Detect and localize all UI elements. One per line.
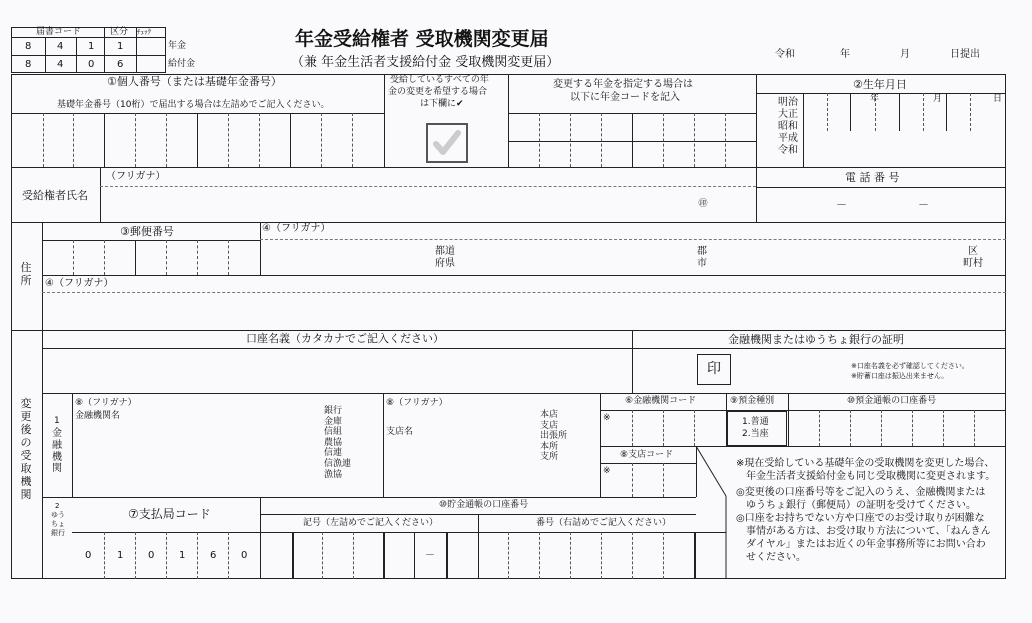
certificate-label: 金融機関またはゆうちょ銀行の証明 bbox=[728, 333, 904, 346]
address-furigana-label-1: ④（フリガナ） bbox=[262, 223, 331, 234]
birth-era-list bbox=[778, 97, 798, 157]
code-digit: 1 bbox=[117, 41, 124, 52]
birth-era-showa[interactable]: 昭和 bbox=[778, 121, 798, 132]
postal-code-input[interactable] bbox=[43, 241, 259, 274]
number-label: 番号（右詰めでご記入ください） bbox=[536, 518, 672, 528]
note-1: ※現在受給している基礎年金の受取機関を変更した場合、 bbox=[736, 458, 995, 469]
notes-block bbox=[736, 457, 995, 564]
specify-pension-line2: 以下に年金コードを記入 bbox=[570, 92, 680, 103]
birth-year-label: 年 bbox=[870, 94, 880, 104]
birth-era-reiwa[interactable]: 令和 bbox=[778, 145, 798, 156]
all-change-line1: 受給しているすべての年 bbox=[390, 75, 489, 85]
note-2-cont: ゆうちょ銀行（郵便局）の証明を受けてください。 bbox=[746, 500, 976, 511]
seal-icon: ㊞ bbox=[698, 199, 708, 209]
code-digit: 1 bbox=[88, 41, 95, 52]
bank-code-asterisk: ※ bbox=[603, 413, 611, 423]
chouson-label: 町村 bbox=[963, 258, 983, 269]
form-title: 年金受給権者 受取機関変更届 bbox=[295, 28, 549, 50]
name-furigana-input[interactable] bbox=[170, 168, 750, 185]
yucho-code-digit: 0 bbox=[85, 550, 92, 561]
check-label: ﾁｪｯｸ bbox=[137, 28, 151, 36]
bank-type-shinkumi[interactable]: 信組 bbox=[324, 427, 343, 438]
address-detail-input[interactable] bbox=[43, 294, 1003, 329]
bank-side-num: 1 bbox=[54, 416, 60, 426]
account-number-input[interactable] bbox=[789, 411, 1005, 445]
branch-type-honsho[interactable]: 本所 bbox=[540, 441, 559, 452]
yucho-number-input[interactable] bbox=[479, 533, 725, 578]
benefit-row-label: 給付金 bbox=[168, 59, 196, 69]
address-furigana-label-2: ④（フリガナ） bbox=[45, 278, 114, 289]
postal-code-label: ③郵便番号 bbox=[120, 225, 174, 238]
branch-code-label: ⑧支店コード bbox=[620, 450, 674, 460]
branch-type-shucchojo[interactable]: 出張所 bbox=[540, 431, 568, 442]
submit-year-label: 年 bbox=[840, 49, 850, 60]
account-name-label: 口座名義（カタカナでご記入ください） bbox=[246, 332, 444, 345]
code-digit: 8 bbox=[25, 41, 32, 52]
note-1-cont: 年金生活者支援給付金も同じ受取機関に変更されます。 bbox=[746, 471, 996, 482]
note-3-cont1: 事情がある方は、お受け取り方法について、「ねんきん bbox=[746, 526, 991, 537]
account-number-label: ⑩預金通帳の口座番号 bbox=[847, 396, 937, 406]
bank-type-shinren[interactable]: 信連 bbox=[324, 448, 343, 459]
check-mark-icon bbox=[431, 128, 463, 158]
note-3-cont2: ダイヤル」またはお近くの年金事務所等にお問い合わ bbox=[746, 539, 986, 550]
yucho-code-digit: 1 bbox=[117, 550, 124, 561]
bank-code-label: ⑥金融機関コード bbox=[625, 396, 697, 406]
kubun-label: 区分 bbox=[110, 27, 129, 37]
gun-label: 郡 bbox=[697, 246, 707, 257]
submit-era: 令和 bbox=[775, 49, 795, 60]
birthdate-input[interactable] bbox=[803, 93, 1006, 167]
branch-furigana-label: ⑧（フリガナ） bbox=[386, 398, 448, 408]
yucho-code-digit: 6 bbox=[210, 550, 217, 561]
prefecture-label-2: 府県 bbox=[435, 258, 455, 269]
bank-type-ginko[interactable]: 銀行 bbox=[324, 406, 343, 416]
phone-label: 電 話 番 号 bbox=[845, 171, 900, 184]
branch-name-input[interactable] bbox=[386, 440, 536, 492]
individual-number-label: ①個人番号（または基礎年金番号） bbox=[107, 75, 282, 88]
address-furigana-input-1[interactable] bbox=[340, 223, 1000, 238]
code-digit: 4 bbox=[57, 41, 64, 52]
passbook-number-label: ⑩貯金通帳の口座番号 bbox=[439, 500, 529, 510]
seal-text: 印 bbox=[707, 361, 721, 377]
yucho-code-digit: 1 bbox=[179, 550, 186, 561]
bank-side-label: 金融機関 bbox=[52, 428, 62, 475]
birth-month-label: 月 bbox=[933, 94, 943, 104]
branch-type-shiten[interactable]: 支店 bbox=[540, 420, 559, 431]
birthdate-label: ②生年月日 bbox=[853, 78, 907, 91]
yucho-side-label: ゆうちょ銀行 bbox=[51, 511, 65, 537]
phone-dash-1: － bbox=[836, 198, 847, 211]
birth-day-label: 日 bbox=[993, 94, 1003, 104]
phone-dash-2: － bbox=[918, 198, 929, 211]
deposit-type-futsu[interactable]: 1.普通 bbox=[742, 417, 769, 427]
note-2: ◎変更後の口座番号等をご記入のうえ、金融機関または bbox=[736, 487, 986, 498]
prefecture-label-1: 都道 bbox=[435, 246, 455, 257]
individual-number-note: 基礎年金番号（10桁）で届出する場合は左詰めでご記入ください。 bbox=[57, 100, 330, 110]
birth-era-meiji[interactable]: 明治 bbox=[778, 97, 798, 108]
branch-type-shisho[interactable]: 支所 bbox=[540, 452, 559, 463]
recipient-name-label: 受給権者氏名 bbox=[22, 189, 88, 202]
shi-label: 市 bbox=[697, 258, 707, 269]
code-digit: 0 bbox=[88, 59, 95, 70]
bank-type-list bbox=[324, 406, 351, 480]
bank-furigana-label: ⑧（フリガナ） bbox=[75, 398, 137, 408]
address-input-prefecture[interactable] bbox=[261, 241, 1001, 274]
phone-input[interactable] bbox=[757, 188, 1005, 221]
bank-type-kinko[interactable]: 金庫 bbox=[324, 416, 343, 427]
symbol-label: 記号（左詰めでご記入ください） bbox=[303, 518, 439, 528]
note-3: ◎口座をお持ちでない方や口座でのお受け取りが困難な bbox=[736, 513, 985, 524]
form-subtitle: （兼 年金生活者支援給付金 受取機関変更届） bbox=[291, 55, 560, 70]
submit-month-label: 月 bbox=[900, 49, 910, 60]
todokesho-code-label: 届書コード bbox=[36, 27, 82, 37]
recipient-name-input[interactable] bbox=[101, 188, 691, 220]
yucho-code-digit: 0 bbox=[241, 550, 248, 561]
code-digit: 8 bbox=[25, 59, 32, 70]
ku-label: 区 bbox=[968, 246, 978, 257]
bank-type-gyokyo[interactable]: 漁協 bbox=[324, 469, 343, 480]
address-label: 住所 bbox=[20, 261, 32, 287]
bank-name-label: 金融機関名 bbox=[75, 411, 121, 421]
branch-name-label: 支店名 bbox=[386, 427, 414, 437]
all-change-line3: は下欄に✔ bbox=[420, 99, 464, 109]
yucho-branch-code-label: ⑦支払局コード bbox=[128, 507, 211, 521]
cert-note-2: ※貯蓄口座は振込出来ません。 bbox=[851, 372, 949, 380]
code-digit: 4 bbox=[57, 59, 64, 70]
yucho-symbol-dash: － bbox=[425, 550, 435, 561]
branch-type-list bbox=[540, 410, 567, 463]
branch-code-input[interactable] bbox=[601, 464, 695, 496]
all-change-line2: 金の変更を希望する場合 bbox=[388, 87, 488, 97]
note-3-cont3: せください。 bbox=[746, 552, 806, 563]
yucho-code-digit: 0 bbox=[148, 550, 155, 561]
deposit-type-toza[interactable]: 2.当座 bbox=[742, 429, 769, 439]
yucho-side-num: 2 bbox=[55, 502, 60, 510]
pension-row-label: 年金 bbox=[168, 41, 187, 51]
branch-code-asterisk: ※ bbox=[603, 466, 611, 476]
branch-type-honten[interactable]: 本店 bbox=[540, 410, 559, 420]
name-furigana-label: （フリガナ） bbox=[106, 171, 166, 182]
submit-day-label: 日提出 bbox=[950, 49, 980, 60]
cert-note-1: ※口座名義を必ず確認してください。 bbox=[851, 362, 969, 370]
code-digit: 6 bbox=[117, 59, 124, 70]
bank-type-shingyoren[interactable]: 信漁連 bbox=[324, 459, 352, 470]
account-name-input[interactable] bbox=[43, 350, 631, 392]
birth-era-heisei[interactable]: 平成 bbox=[778, 133, 798, 144]
birth-era-taisho[interactable]: 大正 bbox=[778, 109, 798, 120]
specify-pension-line1: 変更する年金を指定する場合は bbox=[553, 79, 693, 90]
new-receiving-institution-label: 変更後の受取機関 bbox=[20, 397, 32, 501]
bank-type-nokyo[interactable]: 農協 bbox=[324, 437, 343, 448]
bank-name-input[interactable] bbox=[75, 423, 315, 493]
deposit-type-label: ⑨預金種別 bbox=[730, 396, 775, 406]
